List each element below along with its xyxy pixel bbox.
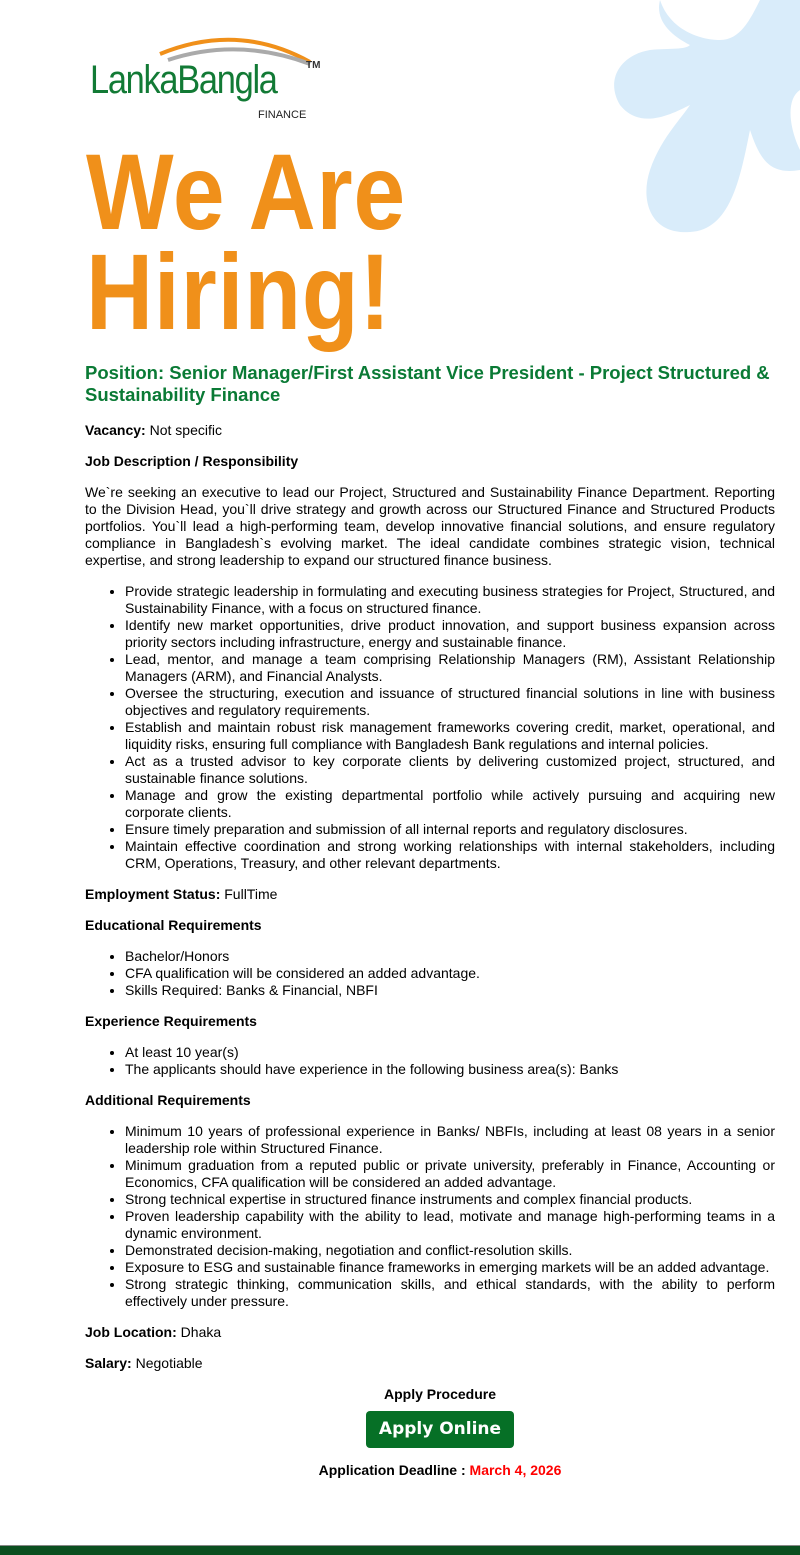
application-deadline xyxy=(105,1462,775,1479)
logo-name: LankaBangla xyxy=(90,58,277,102)
apply-procedure-text: Apply Procedure xyxy=(383,1386,497,1402)
hero-line-2: Hiring! xyxy=(86,231,392,352)
education-heading-text: Educational Requirements xyxy=(85,917,262,933)
list-item: • Minimum graduation from a reputed public or private university, preferably in Finance, Accounting or Economics, CFA qualification will be considered an added advantage. xyxy=(125,1157,775,1191)
job-desc-heading-text: Job Description / Responsibility xyxy=(85,453,299,469)
vacancy-label: Vacancy: xyxy=(85,422,146,438)
additional-heading-text: Additional Requirements xyxy=(85,1092,251,1108)
list-item: • CFA qualification will be considered an added advantage. xyxy=(125,965,775,982)
vacancy-value: Not specific xyxy=(149,422,222,438)
list-item: • Identify new market opportunities, drive product innovation, and support business expansion across priority sectors including infrastructure, energy and sustainable finance. xyxy=(125,617,775,651)
list-item: • Ensure timely preparation and submission of all internal reports and regulatory disclosures. xyxy=(125,821,775,838)
job-desc-heading xyxy=(85,453,775,470)
list-item: • The applicants should have experience in the following business area(s): Banks xyxy=(125,1061,775,1078)
salary-value: Negotiable xyxy=(135,1355,203,1371)
list-item: • At least 10 year(s) xyxy=(125,1044,775,1061)
list-item: • Maintain effective coordination and strong working relationships with internal stakeholders, including CRM, Operations, Treasury, and other relevant departments. xyxy=(125,838,775,872)
list-item: • Demonstrated decision-making, negotiation and conflict-resolution skills. xyxy=(125,1242,775,1259)
list-item: • Lead, mentor, and manage a team comprising Relationship Managers (RM), Assistant Relationship Managers (ARM), and Financial Analysts. xyxy=(125,651,775,685)
footer-bar xyxy=(0,1545,800,1555)
logo-tm: TM xyxy=(306,60,321,71)
list-item: • Establish and maintain robust risk management frameworks covering credit, market, operational, and liquidity risks, ensuring full compliance with Bangladesh Bank regulations and internal policies. xyxy=(125,719,775,753)
decorative-flower-shape xyxy=(610,0,800,250)
job-location xyxy=(85,1324,775,1341)
list-item: • Bachelor/Honors xyxy=(125,948,775,965)
experience-heading-text: Experience Requirements xyxy=(85,1013,257,1029)
employment-value: FullTime xyxy=(224,886,278,902)
list-item: • Strong strategic thinking, communication skills, and ethical standards, with the ability to perform effectively under pressure. xyxy=(125,1276,775,1310)
list-item: • Skills Required: Banks & Financial, NBFI xyxy=(125,982,775,999)
list-item: • Strong technical expertise in structured finance instruments and complex financial products. xyxy=(125,1191,775,1208)
additional-heading xyxy=(85,1092,775,1109)
logo-subtitle: FINANCE xyxy=(258,109,307,121)
salary-label: Salary: xyxy=(85,1355,132,1371)
list-item: • Exposure to ESG and sustainable finance frameworks in emerging markets will be an added advantage. xyxy=(125,1259,775,1276)
location-value: Dhaka xyxy=(180,1324,222,1340)
experience-heading xyxy=(85,1013,775,1030)
additional-list xyxy=(125,1123,775,1310)
position-title: Position: Senior Manager/First Assistant Vice President - Project Structured & Sustainability Finance xyxy=(85,362,770,405)
hero-heading xyxy=(86,131,407,352)
list-item: • Manage and grow the existing departmental portfolio while actively pursuing and acquiring new corporate clients. xyxy=(125,787,775,821)
list-item: • Minimum 10 years of professional experience in Banks/ NBFIs, including at least 08 years in a senior leadership role within Structured Finance. xyxy=(125,1123,775,1157)
location-label: Job Location: xyxy=(85,1324,177,1340)
apply-procedure-heading xyxy=(105,1386,775,1403)
list-item: • Provide strategic leadership in formulating and executing business strategies for Project, Structured, and Sustainability Finance, with a focus on structured finance. xyxy=(125,583,775,617)
salary xyxy=(85,1355,775,1372)
experience-list xyxy=(125,1044,775,1078)
deadline-label: Application Deadline : xyxy=(318,1462,466,1478)
education-list xyxy=(125,948,775,999)
lankabangla-logo xyxy=(88,32,328,124)
hero-line-1: We Are xyxy=(86,131,407,252)
responsibility-list xyxy=(125,583,775,872)
deadline-date: March 4, 2026 xyxy=(469,1462,562,1478)
list-item: • Oversee the structuring, execution and issuance of structured financial solutions in line with business objectives and regulatory requirements. xyxy=(125,685,775,719)
job-content xyxy=(85,362,775,1479)
employment-label: Employment Status: xyxy=(85,886,221,902)
vacancy xyxy=(85,422,775,439)
job-desc-intro: We`re seeking an executive to lead our Project, Structured and Sustainability Finance Department. Reporting to the Division Head, you`ll drive strategy and growth across our Structured Finance and Structured Products portfolios. You`ll lead a high-performing team, develop innovative financial solutions, and ensure regulatory compliance in Bangladesh`s evolving market. The ideal candidate combines strategic vision, technical expertise, and strong leadership to expand our structured finance business. xyxy=(85,484,775,568)
apply-online-button[interactable]: Apply Online xyxy=(366,1411,514,1448)
education-heading xyxy=(85,917,775,934)
list-item: • Proven leadership capability with the ability to lead, motivate and manage high-performing teams in a dynamic environment. xyxy=(125,1208,775,1242)
employment-status xyxy=(85,886,775,903)
list-item: • Act as a trusted advisor to key corporate clients by delivering customized project, structured, and sustainable finance solutions. xyxy=(125,753,775,787)
